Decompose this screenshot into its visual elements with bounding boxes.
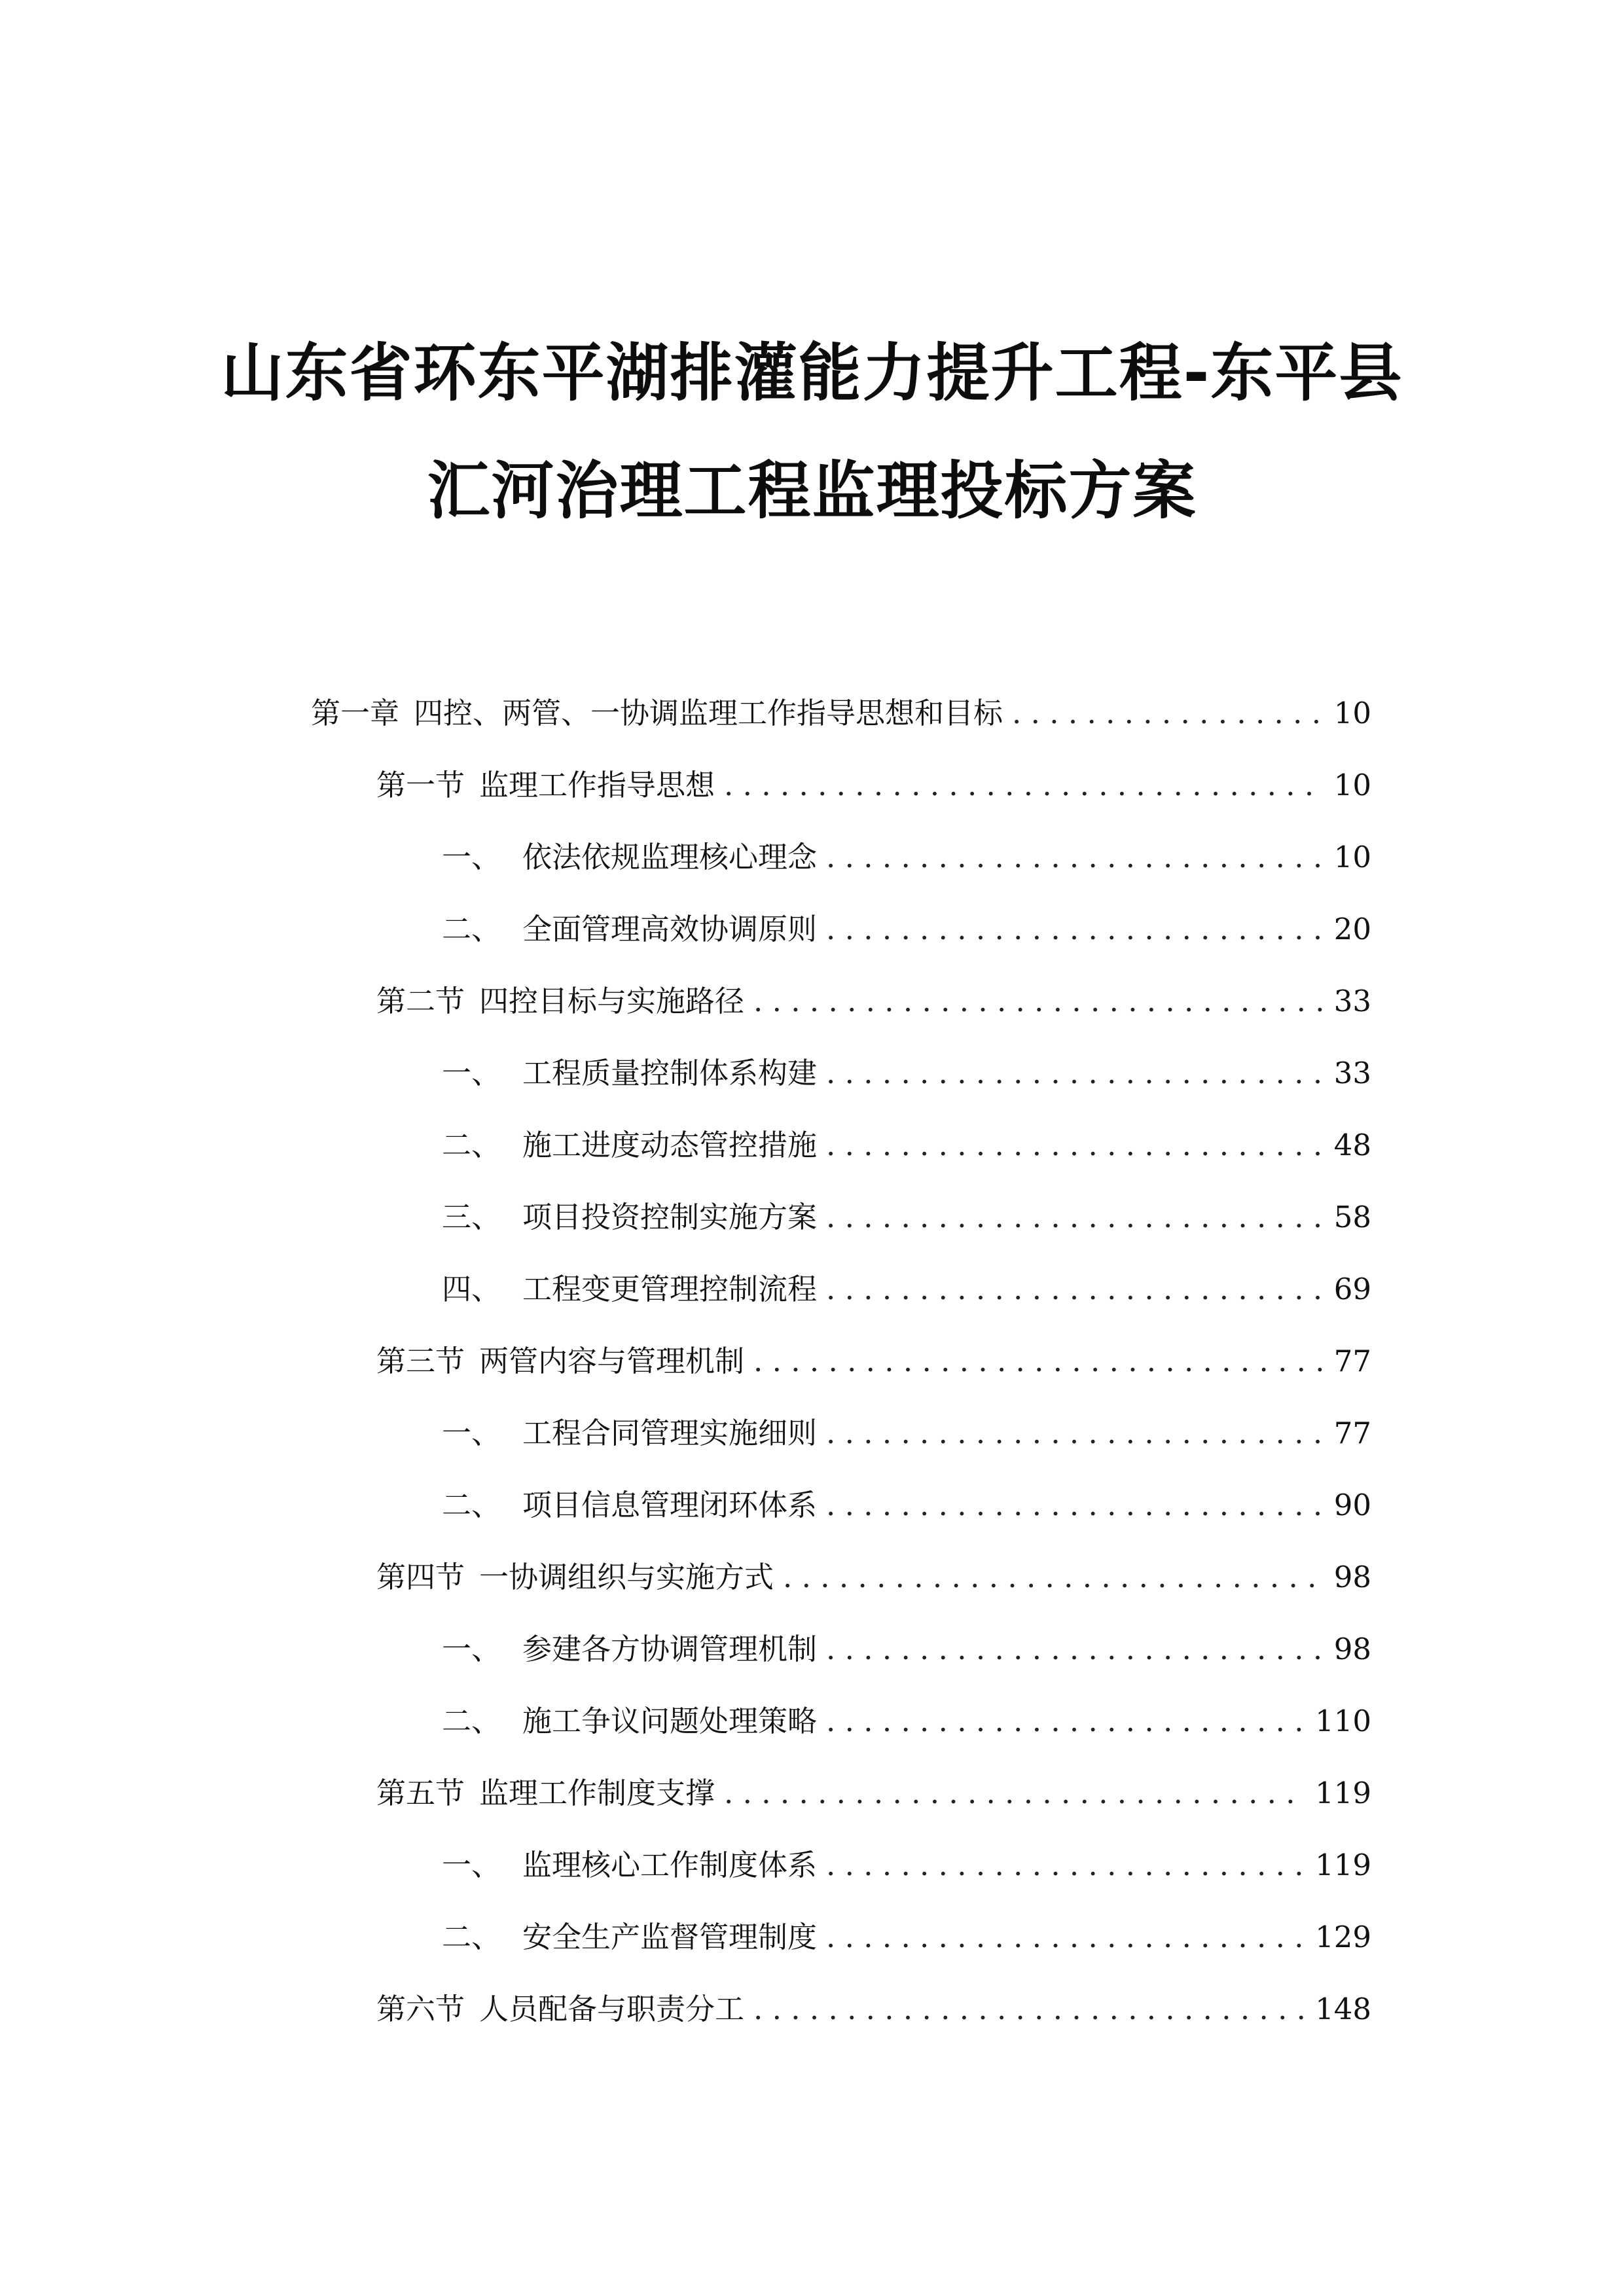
toc-entry-number: 一、 xyxy=(442,1848,501,1882)
toc-entry-number: 第六节 xyxy=(376,1992,465,2026)
toc-dot-leader xyxy=(826,1626,1322,1672)
toc-dot-leader xyxy=(783,1554,1322,1600)
toc-entry-title: 项目投资控制实施方案 xyxy=(522,1200,818,1234)
toc-entry-title: 全面管理高效协调原则 xyxy=(522,912,818,946)
toc-entry-title: 工程变更管理控制流程 xyxy=(522,1272,818,1306)
toc-entry-title: 施工进度动态管控措施 xyxy=(522,1128,818,1162)
toc-entry[interactable] xyxy=(376,1554,1371,1600)
toc-entry-number: 四、 xyxy=(442,1272,501,1306)
toc-entry-label xyxy=(442,1122,817,1168)
toc-entry[interactable] xyxy=(311,691,1371,736)
toc-entry[interactable] xyxy=(376,1338,1371,1384)
toc-entry-number: 二、 xyxy=(442,1128,501,1162)
toc-entry-label xyxy=(442,1842,817,1888)
toc-entry-label xyxy=(442,1698,817,1744)
toc-dot-leader xyxy=(826,1266,1322,1312)
toc-entry-label xyxy=(376,1986,744,2032)
toc-entry-number: 二、 xyxy=(442,1704,501,1738)
toc-entry-number: 一、 xyxy=(442,1056,501,1090)
toc-entry-number: 三、 xyxy=(442,1200,501,1234)
toc-dot-leader xyxy=(826,1842,1303,1888)
toc-entry-number: 第一章 xyxy=(311,696,400,730)
toc-entry-number: 第三节 xyxy=(376,1344,465,1378)
toc-page-number: 58 xyxy=(1333,1200,1371,1234)
toc-dot-leader xyxy=(826,834,1322,880)
toc-entry-label xyxy=(442,1266,817,1312)
toc-dot-leader xyxy=(826,1482,1322,1528)
toc-entry[interactable] xyxy=(442,1194,1371,1240)
toc-page-number: 77 xyxy=(1333,1416,1371,1450)
toc-dot-leader xyxy=(826,1122,1322,1168)
toc-dot-leader xyxy=(826,1194,1322,1240)
toc-dot-leader xyxy=(753,978,1322,1024)
toc-entry-title: 一协调组织与实施方式 xyxy=(479,1560,774,1594)
toc-dot-leader xyxy=(826,1698,1303,1744)
toc-entry-number: 第一节 xyxy=(376,768,465,802)
toc-page-number: 129 xyxy=(1315,1920,1371,1954)
document-title-line-1: 山东省环东平湖排灌能力提升工程-东平县 xyxy=(221,336,1403,410)
toc-page-number: 20 xyxy=(1333,912,1371,946)
toc-dot-leader xyxy=(826,1914,1303,1960)
toc-entry-number: 一、 xyxy=(442,1416,501,1450)
toc-page-number: 77 xyxy=(1333,1344,1371,1378)
toc-entry[interactable] xyxy=(442,906,1371,952)
toc-entry-label xyxy=(442,1482,817,1528)
toc-dot-leader xyxy=(826,1050,1322,1096)
toc-dot-leader xyxy=(826,1410,1322,1456)
toc-page-number: 110 xyxy=(1315,1704,1371,1738)
toc-entry[interactable] xyxy=(376,1986,1371,2032)
toc-entry-label xyxy=(442,906,817,952)
toc-page-number: 69 xyxy=(1333,1272,1371,1306)
toc-entry-label xyxy=(442,1050,817,1096)
toc-entry-label xyxy=(442,834,817,880)
toc-page-number: 33 xyxy=(1333,984,1371,1018)
toc-entry[interactable] xyxy=(442,1050,1371,1096)
toc-entry-title: 施工争议问题处理策略 xyxy=(522,1704,818,1738)
toc-entry-number: 二、 xyxy=(442,912,501,946)
toc-entry[interactable] xyxy=(442,1842,1371,1888)
toc-entry[interactable] xyxy=(376,978,1371,1024)
toc-entry-label xyxy=(376,762,715,808)
toc-entry-number: 第四节 xyxy=(376,1560,465,1594)
toc-entry[interactable] xyxy=(442,1914,1371,1960)
toc-entry-title: 监理工作指导思想 xyxy=(479,768,715,802)
toc-entry-title: 两管内容与管理机制 xyxy=(479,1344,745,1378)
toc-entry[interactable] xyxy=(442,1626,1371,1672)
toc-entry-label xyxy=(376,1554,774,1600)
toc-dot-leader xyxy=(753,1338,1322,1384)
toc-entry[interactable] xyxy=(442,1482,1371,1528)
toc-entry-number: 一、 xyxy=(442,1632,501,1666)
toc-entry-title: 工程质量控制体系构建 xyxy=(522,1056,818,1090)
toc-entry-number: 二、 xyxy=(442,1920,501,1954)
document-title-line-2: 汇河治理工程监理投标方案 xyxy=(427,454,1197,528)
toc-entry-label xyxy=(376,1770,715,1816)
toc-page-number: 90 xyxy=(1333,1488,1371,1522)
toc-entry-title: 监理核心工作制度体系 xyxy=(522,1848,818,1882)
toc-page-number: 33 xyxy=(1333,1056,1371,1090)
toc-dot-leader xyxy=(724,1770,1303,1816)
toc-entry-label xyxy=(311,691,1003,736)
toc-entry-label xyxy=(442,1194,817,1240)
toc-page-number: 98 xyxy=(1333,1632,1371,1666)
toc-entry-title: 参建各方协调管理机制 xyxy=(522,1632,818,1666)
toc-page-number: 10 xyxy=(1333,768,1371,802)
toc-entry-title: 四控目标与实施路径 xyxy=(479,984,745,1018)
toc-entry-label xyxy=(376,978,744,1024)
toc-entry-number: 第五节 xyxy=(376,1776,465,1810)
toc-entry[interactable] xyxy=(442,1266,1371,1312)
toc-page-number: 10 xyxy=(1333,840,1371,874)
toc-entry-number: 一、 xyxy=(442,840,501,874)
toc-entry-label xyxy=(376,1338,744,1384)
toc-page-number: 10 xyxy=(1333,696,1371,730)
toc-entry-label xyxy=(442,1626,817,1672)
toc-entry-title: 四控、两管、一协调监理工作指导思想和目标 xyxy=(414,696,1003,730)
toc-entry[interactable] xyxy=(442,1410,1371,1456)
toc-entry-title: 项目信息管理闭环体系 xyxy=(522,1488,818,1522)
toc-entry-title: 监理工作制度支撑 xyxy=(479,1776,715,1810)
toc-page-number: 48 xyxy=(1333,1128,1371,1162)
toc-entry-title: 安全生产监督管理制度 xyxy=(522,1920,818,1954)
toc-entry-title: 依法依规监理核心理念 xyxy=(522,840,818,874)
toc-entry[interactable] xyxy=(442,1122,1371,1168)
toc-entry-title: 工程合同管理实施细则 xyxy=(522,1416,818,1450)
toc-entry[interactable] xyxy=(442,1698,1371,1744)
toc-page-number: 119 xyxy=(1315,1776,1371,1810)
toc-entry-title: 人员配备与职责分工 xyxy=(479,1992,745,2026)
toc-entry[interactable] xyxy=(376,1770,1371,1816)
toc-entry[interactable] xyxy=(376,762,1371,808)
toc-page-number: 98 xyxy=(1333,1560,1371,1594)
toc-entry[interactable] xyxy=(442,834,1371,880)
toc-page-number: 148 xyxy=(1315,1992,1371,2026)
toc-entry-number: 二、 xyxy=(442,1488,501,1522)
toc-entry-number: 第二节 xyxy=(376,984,465,1018)
toc-dot-leader xyxy=(826,906,1322,952)
toc-dot-leader xyxy=(724,762,1322,808)
toc-dot-leader xyxy=(753,1986,1303,2032)
toc-entry-label xyxy=(442,1410,817,1456)
toc-dot-leader xyxy=(1012,691,1322,736)
toc-entry-label xyxy=(442,1914,817,1960)
toc-page-number: 119 xyxy=(1315,1848,1371,1882)
